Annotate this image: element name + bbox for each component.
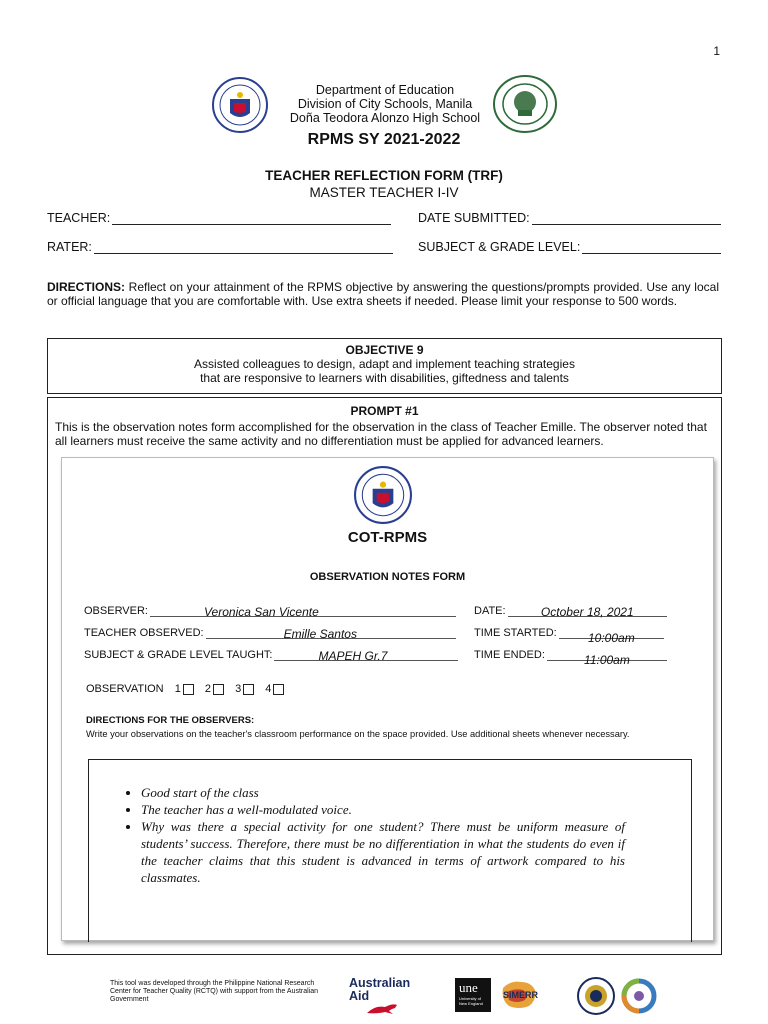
date-submitted-field[interactable]: [418, 211, 721, 225]
teacher-field[interactable]: [47, 211, 391, 225]
page-title: RPMS SY 2021-2022: [307, 131, 461, 148]
objective-line1: Assisted colleagues to design, adapt and implement teaching strategies: [194, 357, 575, 371]
form-title: TEACHER REFLECTION FORM (TRF): [265, 168, 503, 183]
smerr-logo-text: SiMERR: [503, 990, 539, 1000]
teacher-observed-value: Emille Santos: [283, 627, 357, 641]
header-line3: Doña Teodora Alonzo High School: [289, 111, 481, 125]
australian-aid-logo: [349, 977, 425, 1015]
header-address: [250, 83, 520, 125]
page-number: 1: [713, 44, 720, 58]
time-ended-label: TIME ENDED:: [474, 649, 545, 661]
objective-box: [47, 338, 722, 394]
philippine-normal-logo-icon: [620, 978, 658, 1014]
rater-field[interactable]: [47, 240, 393, 254]
rater-label: RATER:: [47, 240, 92, 254]
cot-title: COT-RPMS: [347, 529, 428, 546]
time-started-field[interactable]: [474, 625, 664, 645]
time-started-value: 10:00am: [588, 631, 635, 645]
date-label: DATE:: [474, 605, 506, 617]
observer-label: OBSERVER:: [84, 605, 148, 617]
une-logo-text: une: [459, 980, 478, 995]
footer-credit: This tool was developed through the Philippine National Research Center for Teacher Quality (RCTQ) with support from the Australian Government: [110, 980, 319, 1003]
observation-label: OBSERVATION: [86, 683, 164, 695]
note-item: • The teacher has a well-modulated voice.: [141, 801, 625, 818]
subject-taught-label: SUBJECT & GRADE LEVEL TAUGHT:: [84, 649, 273, 661]
header-line2: Division of City Schools, Manila: [297, 97, 473, 111]
time-ended-value: 11:00am: [584, 653, 630, 667]
observer-directions-title: DIRECTIONS FOR THE OBSERVERS:: [86, 715, 255, 726]
header-line1: Department of Education: [315, 83, 455, 97]
observation-form: [61, 457, 714, 941]
obs-option-1-checkbox[interactable]: [183, 684, 194, 695]
aid-logo-text: Australian Aid: [349, 976, 411, 1003]
observer-value: Veronica San Vicente: [204, 605, 319, 619]
kangaroo-icon: [365, 1001, 405, 1015]
teacher-observed-label: TEACHER OBSERVED:: [84, 627, 204, 639]
directions-label: DIRECTIONS:: [47, 280, 125, 294]
obs-option-1-label: 1: [174, 683, 181, 695]
obs-option-4-label: 4: [265, 683, 272, 695]
prompt-title: PROMPT #1: [350, 404, 419, 418]
subject-taught-value: MAPEH Gr.7: [318, 649, 388, 663]
obs-option-3-checkbox[interactable]: [243, 684, 254, 695]
date-submitted-label: DATE SUBMITTED:: [418, 211, 530, 225]
obs-option-3-label: 3: [235, 683, 242, 695]
rctq-seal-icon: [577, 977, 615, 1015]
subject-grade-field[interactable]: [418, 240, 721, 254]
obs-option-2-checkbox[interactable]: [213, 684, 224, 695]
directions-text: Reflect on your attainment of the RPMS objective by answering the questions/prompts provided. Use any local or official language that you are comfortable with. Use extra sheets if needed. Please limit your response to 500 words.: [47, 280, 719, 308]
time-started-label: TIME STARTED:: [474, 627, 557, 639]
directions: [47, 280, 719, 308]
subject-grade-label: SUBJECT & GRADE LEVEL:: [418, 240, 581, 254]
smerr-logo: [497, 978, 539, 1012]
observation-checks: [86, 683, 292, 695]
date-field[interactable]: [474, 603, 667, 617]
observer-field[interactable]: [84, 603, 456, 617]
une-logo: [455, 978, 491, 1012]
objective-title: OBJECTIVE 9: [345, 343, 424, 357]
form-subtitle: MASTER TEACHER I-IV: [309, 185, 459, 200]
note-item: • Good start of the class: [141, 784, 625, 801]
objective-line2: that are responsive to learners with disabilities, giftedness and talents: [200, 371, 569, 385]
obs-option-2-label: 2: [204, 683, 212, 695]
note-item: • Why was there a special activity for one student? There must be uniform measure of students’ success. Therefore, there must be no differentiation in what the students do even if the teacher claims that this student is advanced in terms of artwork compared to his classmates.: [141, 818, 625, 886]
subject-taught-field[interactable]: [84, 647, 458, 661]
une-logo-sub: University of New England: [459, 996, 483, 1006]
obs-option-4-checkbox[interactable]: [273, 684, 284, 695]
time-ended-field[interactable]: [474, 647, 667, 667]
notes-list: [119, 784, 625, 886]
teacher-observed-field[interactable]: [84, 625, 456, 639]
notes-box[interactable]: [88, 759, 692, 942]
deped-seal-small-icon: [354, 466, 412, 524]
obs-subtitle: OBSERVATION NOTES FORM: [309, 571, 466, 583]
date-value: October 18, 2021: [540, 605, 634, 619]
observer-directions-text: Write your observations on the teacher's classroom performance on the space provided. Use additional sheets whenever necessary.: [86, 729, 630, 739]
prompt-text: This is the observation notes form accomplished for the observation in the class of Teacher Emille. The observer noted that all learners must receive the same activity and no differentiation must be applied for advanced learners.: [55, 420, 707, 448]
teacher-label: TEACHER:: [47, 211, 111, 225]
